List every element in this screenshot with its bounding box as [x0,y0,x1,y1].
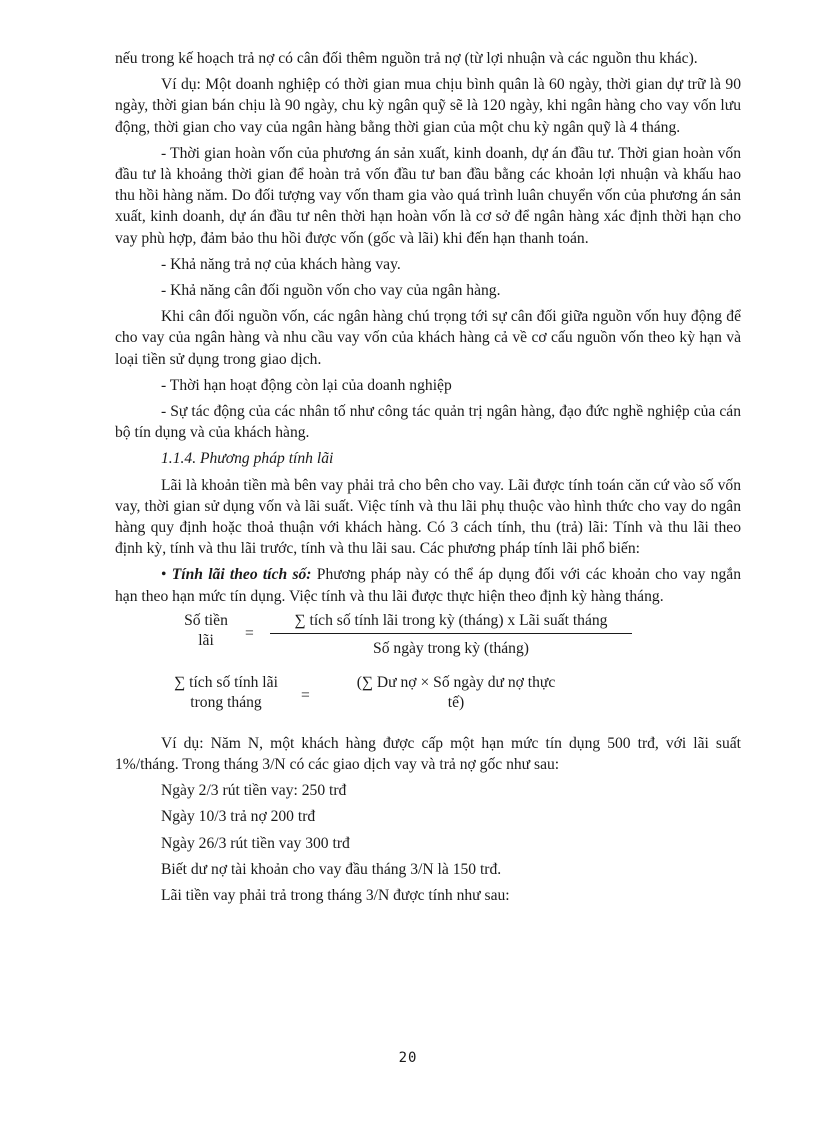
formula-fraction [270,611,632,659]
paragraph-example-credit-line: Ví dụ: Năm N, một khách hàng được cấp một hạn mức tín dụng 500 trđ, với lãi suất 1%/tháng. Trong tháng 3/N có các giao dịch vay và trả nợ gốc như sau: [115,734,741,774]
formula-lhs-line1: Số tiền [184,611,228,629]
list-item-repayment-capacity: - Khả năng trả nợ của khách hàng vay. [161,255,401,273]
equals-sign: = [301,686,310,704]
method-description: Phương pháp này có thể áp dụng đối với các khoản cho vay ngắn hạn theo hạn mức tín dụng. Việc tính và thu lãi được thực hiện theo định kỳ hàng tháng. [115,566,741,605]
list-item-other-factors: - Sự tác động của các nhân tố như công tác quản trị ngân hàng, đạo đức nghề nghiệp của cán bộ tín dụng và của khách hàng. [115,403,741,442]
equals-sign: = [245,624,254,642]
transaction-item: Ngày 2/3 rút tiền vay: 250 trđ [161,782,347,800]
formula-lhs [175,611,237,651]
formula-lhs-line2: lãi [198,631,214,649]
paragraph-interest-definition: Lãi là khoản tiền mà bên vay phải trả cho bên cho vay. Lãi được tính toán căn cứ vào số vốn vay, thời gian sử dụng vốn và lãi suất. Việc tính và thu lãi phụ thuộc vào hình thức cho vay do ngân hàng quy định hoặc thoả thuận với khách hàng. Có 3 cách tính, thu (trả) lãi: Tính và thu lãi theo định kỳ, tính và thu lãi trước, tính và thu lãi sau. Các phương pháp tính lãi phổ biến: [115,476,741,558]
calculation-intro: Lãi tiền vay phải trả trong tháng 3/N được tính như sau: [161,887,510,905]
interest-formula [115,611,741,667]
formula2-rhs-line2: tế) [447,693,465,711]
formula2-lhs-line2: trong tháng [190,693,262,711]
paragraph-repayment-balance: nếu trong kế hoạch trả nợ có cân đối thêm nguồn trả nợ (từ lợi nhuận và các nguồn thu khác). [115,50,698,67]
method-title: Tính lãi theo tích số: [171,566,312,584]
transaction-item: Ngày 10/3 trả nợ 200 trđ [161,808,316,826]
formula-denominator: Số ngày trong kỳ (tháng) [373,639,529,657]
document-page [115,48,741,911]
bullet: • [161,566,172,584]
paragraph-product-method [115,564,741,606]
paragraph-payback-period: - Thời gian hoàn vốn của phương án sản xuất, kinh doanh, dự án đầu tư. Thời gian hoàn vốn đầu tư là khoảng thời gian để hoàn trả vốn đầu tư ban đầu bằng các khoản lợi nhuận và khấu hao thu hồi hàng năm. Do đối tượng vay vốn tham gia vào quá trình luân chuyển vốn của phương án sản xuất, kinh doanh, dự án đầu tư nên thời hạn hoàn vốn là cơ sở để ngân hàng xác định thời hạn cho vay phù hợp, đảm bảo thu hồi được vốn (gốc và lãi) khi đến hạn thanh toán. [115,144,741,247]
formula-numerator: ∑ tích số tính lãi trong kỳ (tháng) x Lãi suất tháng [270,611,632,634]
product-sum-formula [115,673,741,725]
formula2-lhs-line1: ∑ tích số tính lãi [174,673,278,691]
paragraph-funding-balance: Khi cân đối nguồn vốn, các ngân hàng chú trọng tới sự cân đối giữa nguồn vốn huy động để cho vay của ngân hàng và nhu cầu vay vốn của khách hàng cả về cơ cấu nguồn vốn theo kỳ hạn và loại tiền sử dụng trong giao dịch. [115,308,741,368]
list-item-remaining-operation-time: - Thời hạn hoạt động còn lại của doanh nghiệp [161,376,452,394]
formula2-lhs [163,673,289,713]
formula2-rhs-line1: (∑ Dư nợ × Số ngày dư nợ thực [356,673,556,691]
opening-balance-note: Biết dư nợ tài khoản cho vay đầu tháng 3/N là 150 trđ. [161,860,502,878]
list-item-bank-funding-balance: - Khả năng cân đối nguồn vốn cho vay của ngân hàng. [161,282,501,300]
formula2-rhs [329,673,583,713]
paragraph-example-cash-cycle: Ví dụ: Một doanh nghiệp có thời gian mua chịu bình quân là 60 ngày, thời gian dự trữ là 90 ngày, thời gian bán chịu là 90 ngày, chu kỳ ngân quỹ sẽ là 120 ngày, khi ngân hàng cho vay vốn lưu động, thời gian cho vay của ngân hàng bằng thời gian của một chu kỳ ngân quỹ là 4 tháng. [115,76,741,136]
page-number: 20 [398,1050,418,1066]
section-heading: 1.1.4. Phương pháp tính lãi [161,450,334,468]
transaction-item: Ngày 26/3 rút tiền vay 300 trđ [161,834,350,852]
